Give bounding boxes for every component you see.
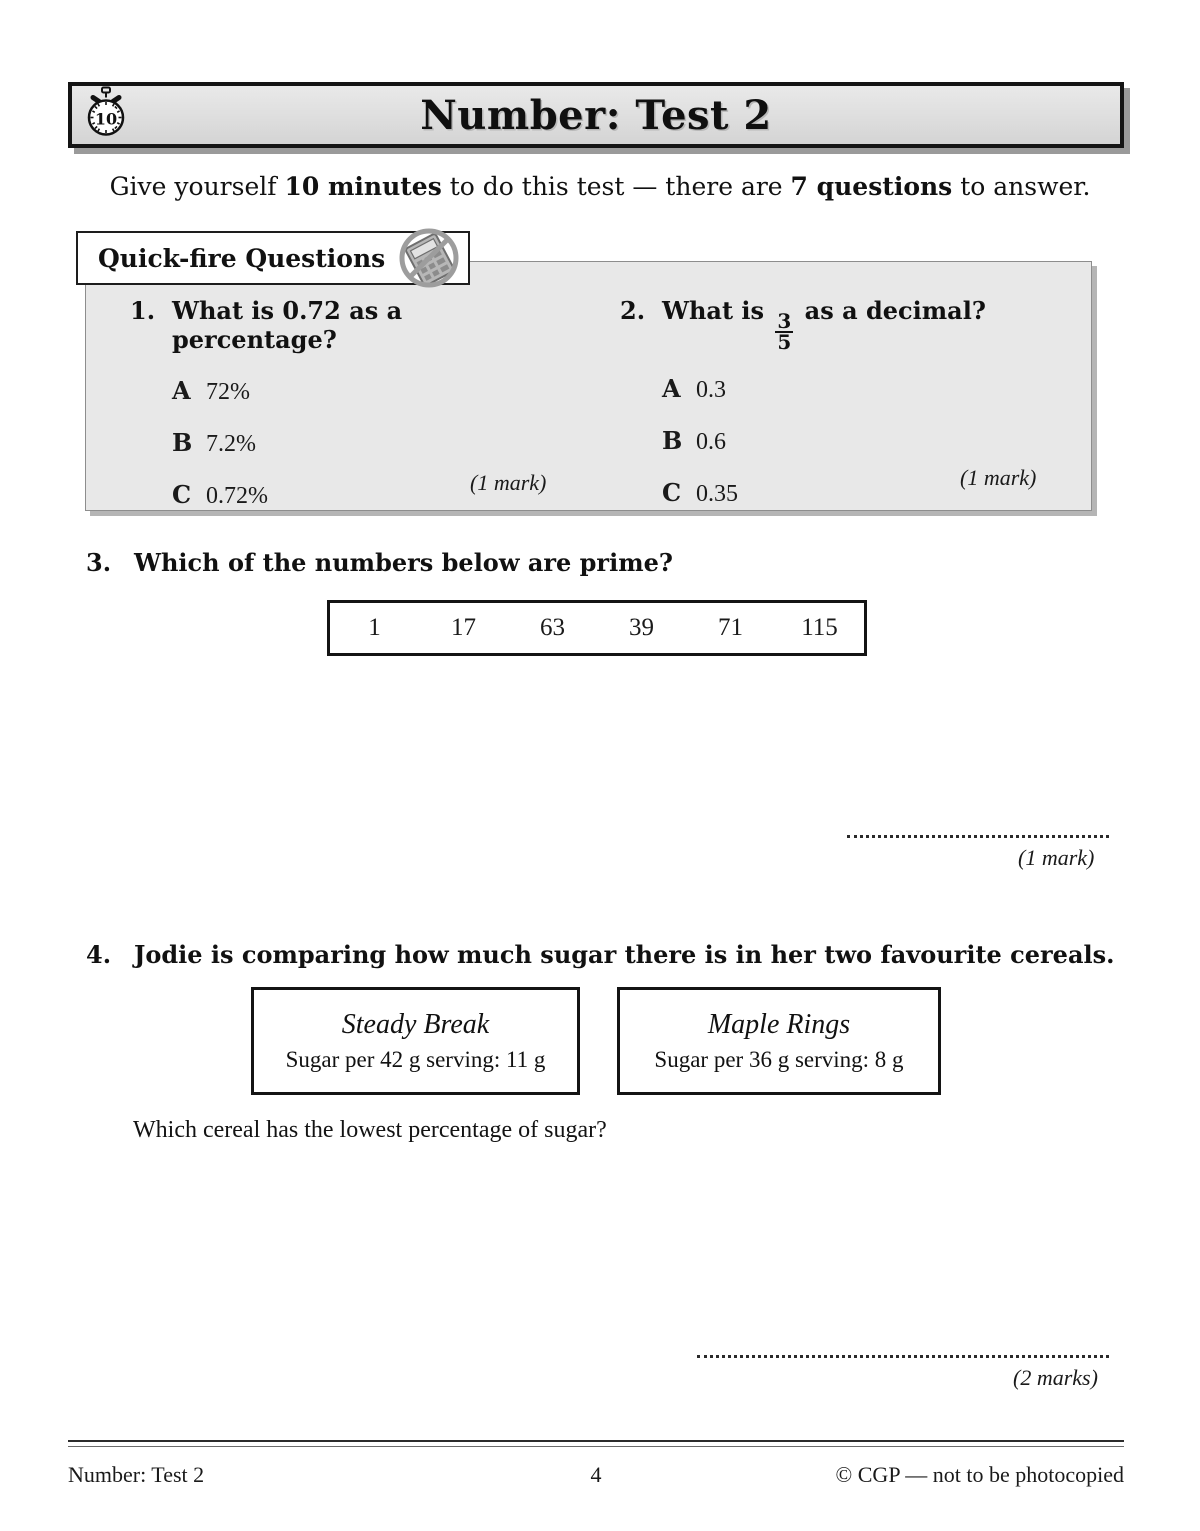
- question-1-number: 1.: [130, 296, 156, 325]
- instruction-part-2: to do this test — there are: [441, 172, 791, 201]
- cereal-name: Steady Break: [341, 1009, 490, 1040]
- number-cell: 71: [718, 614, 743, 641]
- option-letter: C: [172, 480, 192, 509]
- footer-divider: [68, 1440, 1124, 1447]
- question-4-answer-line[interactable]: [697, 1355, 1109, 1358]
- cereal-sugar-info: Sugar per 36 g serving: 8 g: [654, 1047, 904, 1072]
- question-4-text: Jodie is comparing how much sugar there is in her two favourite cereals.: [134, 940, 1115, 969]
- fraction-numerator: 3: [777, 309, 792, 333]
- question-4-marks: (2 marks): [1013, 1365, 1098, 1390]
- instruction-part-1: Give yourself: [109, 172, 285, 201]
- option-letter: A: [662, 374, 681, 403]
- question-4-number: 4.: [86, 940, 112, 969]
- page-title: Number: Test 2: [420, 91, 772, 139]
- footer-copyright: © CGP — not to be photocopied: [835, 1462, 1124, 1487]
- instruction-question-count: 7 questions: [790, 172, 953, 201]
- cereal-sugar-info: Sugar per 42 g serving: 11 g: [285, 1047, 546, 1072]
- page-footer: [68, 1462, 1124, 1488]
- fraction-denominator: 5: [777, 330, 792, 354]
- option-value: 0.72%: [206, 483, 268, 509]
- question-3-answer-line[interactable]: [847, 835, 1109, 838]
- question-4-sub-question: Which cereal has the lowest percentage of sugar?: [133, 1117, 607, 1143]
- question-1-option-a[interactable]: [172, 376, 570, 406]
- option-letter: C: [662, 478, 682, 507]
- question-1-heading: [130, 296, 570, 354]
- question-3-text: Which of the numbers below are prime?: [134, 548, 673, 577]
- stopwatch-minutes: 10: [94, 109, 118, 129]
- question-2-text-before: What is: [662, 296, 773, 325]
- question-1-marks: (1 mark): [470, 470, 547, 495]
- prime-numbers-box: [327, 600, 867, 656]
- question-1-text: What is 0.72 as a percentage?: [172, 296, 403, 354]
- question-2-number: 2.: [620, 296, 646, 325]
- question-2-heading: [620, 296, 1060, 352]
- instruction-line: [0, 172, 1200, 201]
- no-calculator-icon: [396, 227, 462, 294]
- quickfire-label-box: [76, 231, 470, 285]
- option-value: 7.2%: [206, 431, 256, 457]
- option-letter: B: [662, 426, 683, 455]
- question-2-marks: (1 mark): [960, 465, 1037, 490]
- number-cell: 115: [801, 614, 838, 641]
- cereal-card-maple-rings: [617, 987, 941, 1095]
- instruction-minutes: 10 minutes: [284, 172, 442, 201]
- option-letter: A: [172, 376, 191, 405]
- header-bar: [68, 82, 1124, 148]
- question-1-option-b[interactable]: [172, 428, 570, 458]
- question-2-option-b[interactable]: [662, 426, 1060, 456]
- option-value: 0.3: [696, 377, 726, 403]
- option-value: 0.6: [696, 429, 726, 455]
- question-2-text-after: as a decimal?: [796, 296, 986, 325]
- number-cell: 17: [451, 614, 476, 641]
- option-letter: B: [172, 428, 193, 457]
- question-3-number: 3.: [86, 548, 112, 577]
- number-cell: 39: [629, 614, 654, 641]
- quickfire-label: Quick-fire Questions: [98, 243, 386, 273]
- cereal-name: Maple Rings: [707, 1009, 851, 1040]
- footer-test-name: Number: Test 2: [68, 1462, 205, 1487]
- cereal-card-steady-break: [251, 987, 580, 1095]
- footer-page-number: 4: [590, 1462, 602, 1487]
- question-3-marks: (1 mark): [1018, 845, 1095, 870]
- option-value: 0.35: [696, 481, 738, 507]
- question-4-heading: [86, 940, 1114, 969]
- question-3-heading: [86, 548, 673, 577]
- instruction-part-3: to answer.: [952, 172, 1091, 201]
- page-header: [68, 82, 1124, 148]
- question-2-option-a[interactable]: [662, 374, 1060, 404]
- option-value: 72%: [206, 379, 250, 405]
- stopwatch-icon: [82, 87, 130, 144]
- number-cell: 1: [368, 614, 381, 641]
- fraction-three-fifths: [775, 309, 793, 354]
- number-cell: 63: [540, 614, 565, 641]
